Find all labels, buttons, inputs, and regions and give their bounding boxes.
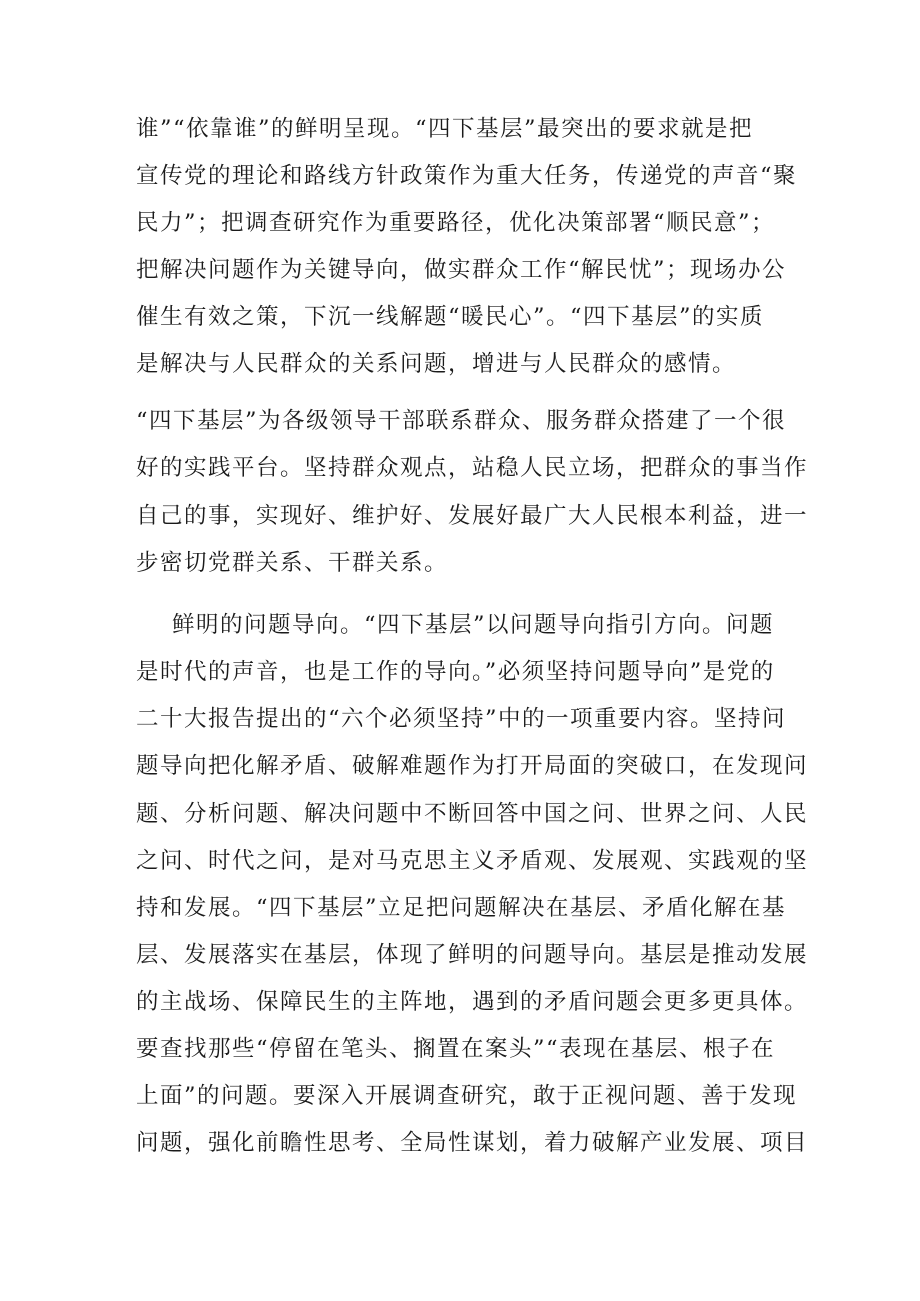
text-line: 问题，强化前瞻性思考、全局性谋划，着力破解产业发展、项目 <box>136 1130 809 1156</box>
text-line: 题、分析问题、解决问题中不断回答中国之问、世界之问、人民 <box>136 801 809 827</box>
text-line: 好的实践平台。坚持群众观点，站稳人民立场，把群众的事当作 <box>136 455 809 481</box>
text-line: 层、发展落实在基层，体现了鲜明的问题导向。基层是推动发展 <box>136 942 809 968</box>
text-line: 是解决与人民群众的关系问题，增进与人民群众的感情。 <box>136 351 737 377</box>
text-line: 步密切党群关系、干群关系。 <box>136 550 449 576</box>
text-line: 把解决问题作为关键导向，做实群众工作“解民忧”；现场办公 <box>136 257 787 283</box>
text-line: 鲜明的问题导向。“四下基层”以问题导向指引方向。问题 <box>172 612 775 638</box>
text-line: 宣传党的理论和路线方针政策作为重大任务，传递党的声音“聚 <box>136 163 798 189</box>
text-line: 是时代的声音，也是工作的导向。”必须坚持问题导向”是党的 <box>136 659 775 685</box>
text-line: 题导向把化解矛盾、破解难题作为打开局面的突破口，在发现问 <box>136 753 809 779</box>
text-line: 之问、时代之问，是对马克思主义矛盾观、发展观、实践观的坚 <box>136 848 809 874</box>
text-line: 持和发展。“四下基层”立足把问题解决在基层、矛盾化解在基 <box>136 895 787 921</box>
text-line: 谁”“依靠谁”的鲜明呈现。“四下基层”最突出的要求就是把 <box>136 116 754 142</box>
text-line: 二十大报告提出的“六个必须坚持”中的一项重要内容。坚持问 <box>136 706 787 732</box>
text-line: 的主战场、保障民生的主阵地，遇到的矛盾问题会更多更具体。 <box>136 989 809 1015</box>
text-line: 民力”；把调查研究作为重要路径，优化决策部署“顺民意”； <box>136 210 776 236</box>
text-line: 自己的事，实现好、维护好、发展好最广大人民根本利益，进一 <box>136 503 809 529</box>
text-line: “四下基层”为各级领导干部联系群众、服务群众搭建了一个很 <box>136 408 787 434</box>
text-line: 催生有效之策，下沉一线解题“暖民心”。“四下基层”的实质 <box>136 304 765 330</box>
text-line: 上面”的问题。要深入开展调查研究，敢于正视问题、善于发现 <box>136 1083 798 1109</box>
text-line: 要查找那些“停留在笔头、搁置在案头”“表现在基层、根子在 <box>136 1036 776 1062</box>
